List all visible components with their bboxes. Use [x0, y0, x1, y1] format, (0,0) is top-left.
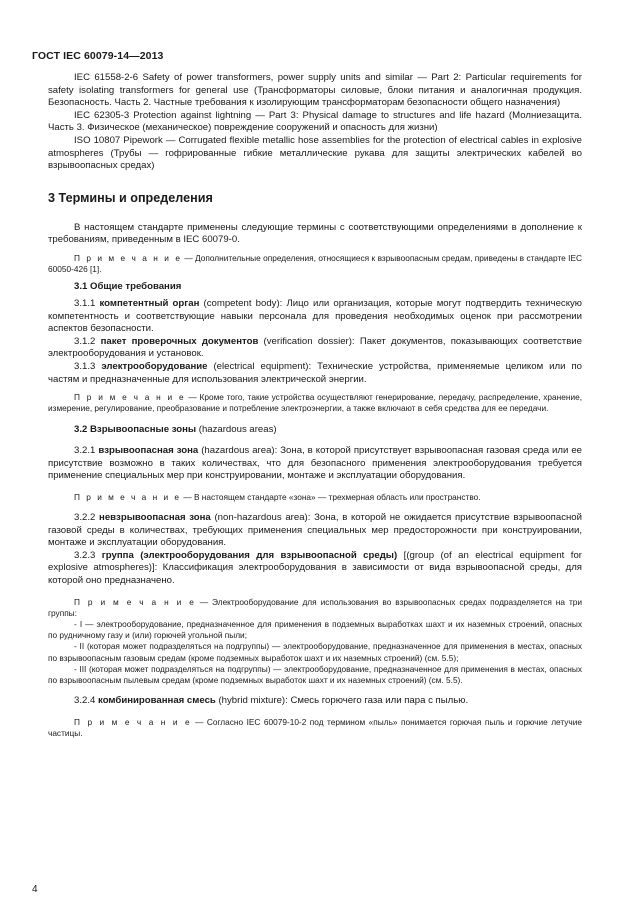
note-text: — Кроме того, такие устройства осуществляют генерирование, передачу, распределение, хранение, измерение, регулирование, преобразование и потребление электроэнергии, а также включают в себя средства для ее передачи.	[48, 392, 582, 414]
term-name: компетентный орган	[99, 297, 200, 309]
group-item-1: - I — электрооборудование, предназначенное для применения в подземных выработках шахт и их наземных строений, опасных по рудничному газу и (или) горючей угольной пыли;	[48, 619, 582, 641]
subsection-title-en: (hazardous areas)	[196, 423, 277, 435]
term-definition: (hybrid mixture): Смесь горючего газа или пара с пылью.	[215, 695, 469, 707]
term-number: 3.2.2	[74, 512, 100, 524]
term-name: комбинированная смесь	[98, 695, 216, 707]
term-3-2-1-note	[48, 492, 582, 503]
term-3-1-2	[48, 336, 582, 361]
note-label: П р и м е ч а н и е	[74, 716, 192, 727]
page-number: 4	[32, 884, 38, 895]
subsection-title: 3.1 Общие требования	[74, 281, 182, 293]
note-label: П р и м е ч а н и е	[74, 252, 182, 263]
term-number: 3.1.3	[74, 360, 102, 372]
term-3-2-2	[48, 512, 582, 550]
group-item-3: - III (которая может подразделяться на подгруппы) — электрооборудование, предназначенное для применения в местах, опасных по взрывоопасным пылевым средам (кроме подземных выработок шахт и их наземных строений) (см. 5.5).	[48, 663, 582, 686]
term-3-1-3-note	[48, 392, 582, 414]
intro-note	[48, 253, 582, 275]
term-name: невзрывоопасная зона	[99, 512, 211, 524]
note-text: — Дополнительные определения, относящиеся к взрывоопасным средам, приведены в стандарте IEC 60050-426 [1].	[48, 252, 582, 275]
term-definition: (competent body): Лицо или организация, которые могут подтвердить техническую компетентность и соответствующие навыки персонала для проведения необходимых оценок при рассмотрении аспектов безопасности.	[48, 297, 582, 335]
term-definition: [(group (of an electrical equipment for explosive atmospheres)]: Классификация электрооборудования в зависимости от вида взрывоопасной среды, для которой оно предназначено.	[48, 549, 582, 587]
term-number: 3.1.2	[74, 335, 101, 347]
term-3-2-4-note	[48, 717, 582, 739]
reference-iso-10807: ISO 10807 Pipework — Corrugated flexible metallic hose assemblies for the protection of electrical cables in explosive atmospheres (Трубы — гофрированные гибкие металлические рукава для защиты электрических кабелей во взрывоопасных средах)	[48, 134, 582, 172]
term-definition: (verification dossier): Пакет документов, показывающих соответствие электрооборудования и установок.	[48, 335, 582, 360]
term-3-2-1	[48, 445, 582, 483]
term-name: взрывоопасная зона	[98, 445, 199, 457]
term-name: группа (электрооборудования для взрывоопасной среды)	[101, 549, 398, 561]
term-number: 3.2.1	[74, 445, 99, 457]
document-header: ГОСТ IEC 60079-14—2013	[32, 50, 164, 62]
term-number: 3.2.4	[74, 695, 99, 707]
reference-iec-61558: IEC 61558-2-6 Safety of power transformers, power supply units and similar — Part 2: Particular requirements for safety isolating transformers for general use (Трансформаторы силовые, блоки питания и аналогичная продукция. Безопасность. Часть 2. Частные требования к изолирующим трансформаторам безопасности общего назначения)	[48, 72, 582, 109]
subsection-heading-3-2	[48, 424, 582, 437]
note-label: П р и м е ч а н и е	[74, 596, 196, 607]
subsection-title: 3.2 Взрывоопасные зоны	[74, 423, 197, 435]
note-label: П р и м е ч а н и е	[74, 491, 182, 502]
term-definition: (electrical equipment): Технические устройства, применяемые целиком или по частям и предназначенные для использования электрической энергии.	[48, 360, 582, 385]
subsection-heading-3-1	[48, 281, 582, 294]
note-label: П р и м е ч а н и е	[74, 392, 186, 403]
term-name: электрооборудование	[101, 360, 208, 372]
reference-iec-62305: IEC 62305-3 Protection against lightning — Part 3: Physical damage to structures and life hazard (Молниезащита. Часть 3. Физическое (механическое) повреждение сооружений и опасность для жизни)	[48, 109, 582, 134]
term-3-2-3	[48, 550, 582, 588]
term-3-1-1	[48, 298, 582, 336]
note-text: — Электрооборудование для использования во взрывоопасных средах подразделяется на три группы:	[48, 596, 583, 618]
term-name: пакет проверочных документов	[100, 335, 259, 347]
term-3-2-4	[48, 695, 582, 708]
page-content	[48, 72, 582, 739]
group-item-2: - II (которая может подразделяться на подгруппы) — электрооборудование, предназначенное для применения в местах, опасных по взрывоопасным газовым средам (кроме подземных выработок шахт и их наземных строений) (см. 5.5);	[48, 641, 582, 663]
term-definition: (non-hazardous area): Зона, в которой не ожидается присутствие взрывоопасной газовой среды в количествах, требующих применения специальных мер предосторожности при конструировании, монтаже и эксплуатации оборудования.	[48, 512, 582, 549]
note-text: — В настоящем стандарте «зона» — трехмерная область или пространство.	[181, 491, 481, 502]
note-text: — Согласно IEC 60079-10-2 под термином «пыль» понимается горючая пыль и горючие летучие частицы.	[48, 716, 582, 739]
term-number: 3.1.1	[74, 297, 100, 309]
term-number: 3.2.3	[74, 549, 102, 561]
section-intro: В настоящем стандарте применены следующие термины с соответствующими определениями в дополнение к требованиям, приведенным в IEC 60079-0.	[48, 221, 582, 246]
term-definition: (hazardous area): Зона, в которой присутствует взрывоопасная газовая среда или ее присутствие возможно в таких количествах, что для безопасного применения электрооборудования требуется применение специальных мер при конструировании, монтаже и эксплуатации оборудования.	[48, 445, 582, 482]
term-3-1-3	[48, 361, 582, 386]
section-heading: 3 Термины и определения	[48, 190, 213, 205]
term-3-2-3-note	[48, 597, 582, 619]
